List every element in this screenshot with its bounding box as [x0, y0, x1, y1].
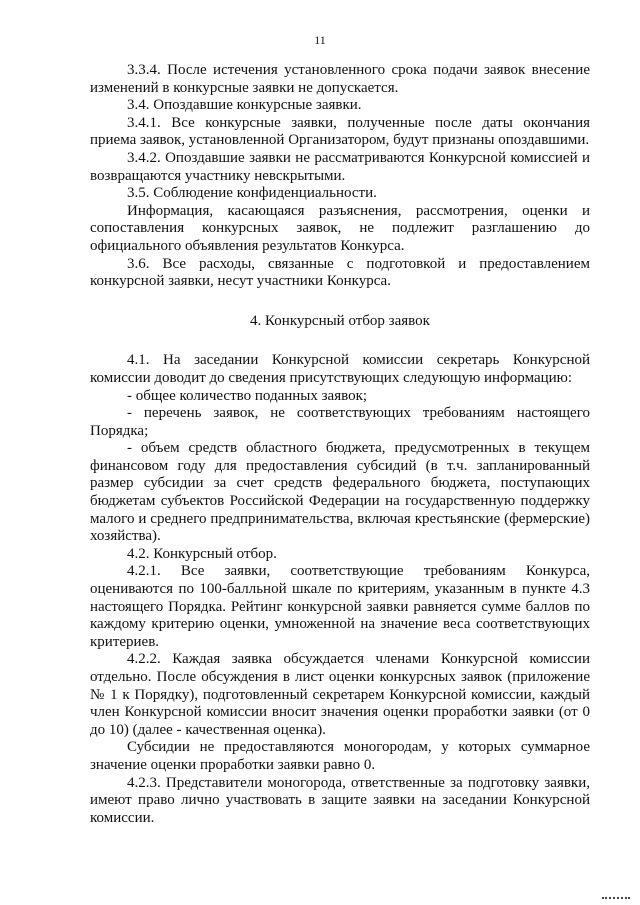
- paragraph: 4.2.1. Все заявки, соответствующие требованиям Конкурса, оцениваются по 100-балльной шкале по критериям, указанным в пункте 4.3 настоящего Порядка. Рейтинг конкурсной заявки равняется сумме баллов по каждому критерию оценки, умноженной на значение веса соответствующих критериев.: [90, 563, 590, 650]
- page-number: 11: [314, 33, 326, 47]
- paragraph: Субсидии не предоставляются моногородам, у которых суммарное значение оценки проработки заявки равно 0.: [90, 739, 590, 773]
- scan-corner-mark: [602, 894, 630, 899]
- paragraph: 3.6. Все расходы, связанные с подготовкой и предоставлением конкурсной заявки, несут участники Конкурса.: [90, 255, 590, 290]
- paragraph: 3.4. Опоздавшие конкурсные заявки.: [127, 97, 362, 114]
- list-item: - общее количество поданных заявок;: [127, 387, 368, 404]
- paragraph: Информация, касающаяся разъяснения, рассмотрения, оценки и сопоставления конкурсных заявок, не подлежит разглашению до официального объявления результатов Конкурса.: [90, 202, 590, 254]
- paragraph: 3.4.2. Опоздавшие заявки не рассматриваются Конкурсной комиссией и возвращаются участнику невскрытыми.: [90, 149, 590, 184]
- paragraph: 4.2.2. Каждая заявка обсуждается членами Конкурсной комиссии отдельно. После обсуждения в лист оценки конкурсных заявок (приложение № 1 к Порядку), подготовленный секретарем Конкурсной комиссии, каждый член Конкурсной комиссии вносит значения оценки проработки заявки (от 0 до 10) (далее - качественная оценка).: [90, 651, 590, 738]
- paragraph: 4.2. Конкурсный отбор.: [127, 545, 277, 562]
- list-item: - объем средств областного бюджета, предусмотренных в текущем финансовом году для предоставления субсидий (в т.ч. запланированный размер субсидии за счет средств федерального бюджета, поступающих бюджетам субъектов Российской Федерации на государственную поддержку малого и среднего предпринимательства, включая крестьянские (фермерские) хозяйства).: [90, 440, 590, 545]
- document-body: [90, 62, 590, 827]
- list-item: - перечень заявок, не соответствующих требованиям настоящего Порядка;: [90, 405, 590, 439]
- paragraph: 3.5. Соблюдение конфиденциальности.: [127, 185, 377, 202]
- section-heading: 4. Конкурсный отбор заявок: [250, 312, 430, 329]
- paragraph: 4.2.3. Представители моногорода, ответственные за подготовку заявки, имеют право лично участвовать в защите заявки на заседании Конкурсной комиссии.: [90, 774, 590, 826]
- paragraph: 4.1. На заседании Конкурсной комиссии секретарь Конкурсной комиссии доводит до сведения присутствующих следующую информацию:: [90, 352, 590, 386]
- paragraph: 3.4.1. Все конкурсные заявки, полученные после даты окончания приема заявок, установленной Организатором, будут признаны опоздавшими.: [90, 114, 590, 149]
- paragraph: 3.3.4. После истечения установленного срока подачи заявок внесение изменений в конкурсные заявки не допускается.: [90, 62, 590, 96]
